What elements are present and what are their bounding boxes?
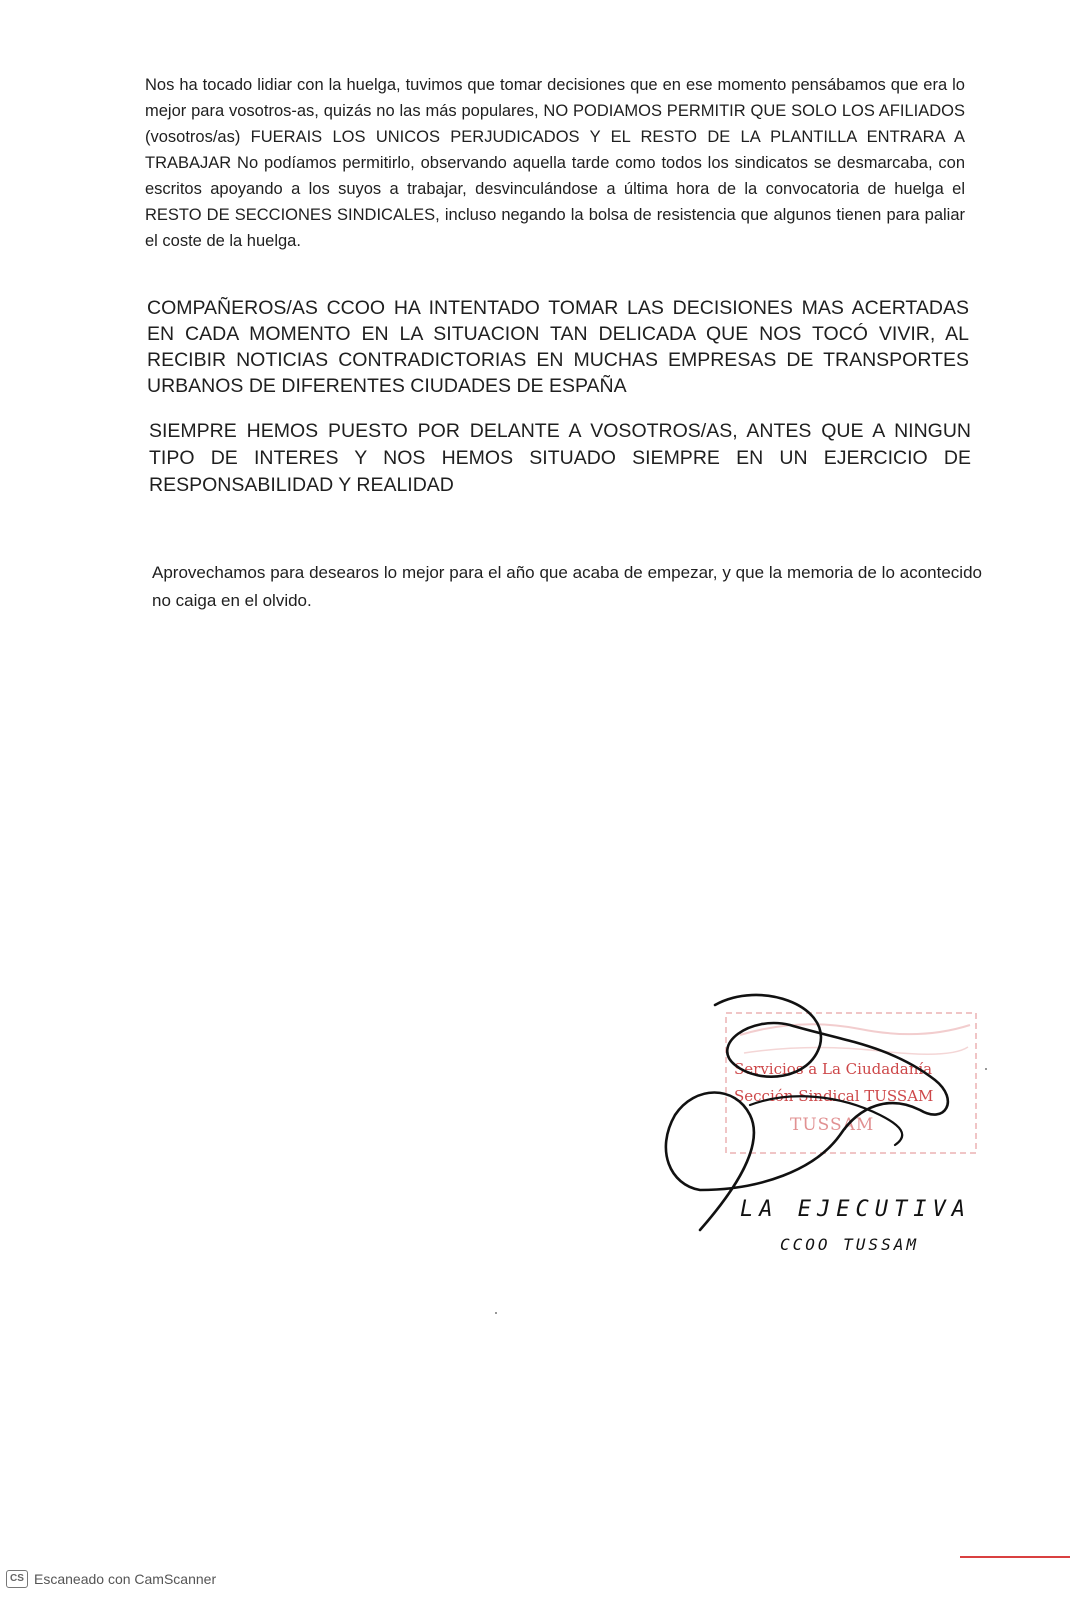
- paragraph-new-year-wishes: Aprovechamos para desearos lo mejor para el año que acaba de empezar, y que la memoria de lo acontecido no caiga en el olvido.: [152, 563, 982, 610]
- scan-speck: [985, 1068, 987, 1070]
- camscanner-label: Escaneado con CamScanner: [34, 1571, 217, 1587]
- scan-speck: [495, 1312, 497, 1314]
- stamp-line-section: Sección Sindical TUSSAM: [734, 1087, 934, 1105]
- handwritten-executive: LA EJECUTIVA: [740, 1197, 971, 1222]
- stamp-line-company: TUSSAM: [790, 1115, 875, 1135]
- paragraph-ccoo-decisions: COMPAÑEROS/AS CCOO HA INTENTADO TOMAR LAS DECISIONES MAS ACERTADAS EN CADA MOMENTO EN LA SITUACION TAN DELICADA QUE NOS TOCÓ VIVIR, AL RECIBIR NOTICIAS CONTRADICTORIAS EN MUCHAS EMPRESAS DE TRANSPORTES URBANOS DE DIFERENTES CIUDADES DE ESPAÑA: [147, 297, 969, 397]
- paragraph-strike-decisions: Nos ha tocado lidiar con la huelga, tuvimos que tomar decisiones que en ese momento pensábamos que era lo mejor para vosotros-as, quizás no las más populares, NO PODIAMOS PERMITIR QUE SOLO LOS AFILIADOS (vosotros/as) FUERAIS LOS UNICOS PERJUDICADOS Y EL RESTO DE LA PLANTILLA ENTRARA A TRABAJAR No podíamos permitirlo, observando aquella tarde como todos los sindicatos se desmarcaba, con escritos apoyando a los suyos a trabajar, desvinculándose a última hora de la convocatoria de huelga el RESTO DE SECCIONES SINDICALES, incluso negando la bolsa de resistencia que algunos tienen para paliar el coste de la huelga.: [145, 76, 965, 250]
- stamp-line-services: Servicios a La Ciudadanía: [734, 1060, 933, 1078]
- paragraph-responsibility: SIEMPRE HEMOS PUESTO POR DELANTE A VOSOTROS/AS, ANTES QUE A NINGUN TIPO DE INTERES Y NOS HEMOS SITUADO SIEMPRE EN UN EJERCICIO DE RESPONSABILIDAD Y REALIDAD: [149, 420, 971, 496]
- red-scan-line: [960, 1556, 1070, 1558]
- handwritten-ccoo-tussam: CCOO TUSSAM: [780, 1235, 919, 1254]
- camscanner-footer: [6, 1568, 216, 1590]
- camscanner-logo-icon: CS: [6, 1570, 28, 1588]
- signature-block: [640, 985, 1030, 1285]
